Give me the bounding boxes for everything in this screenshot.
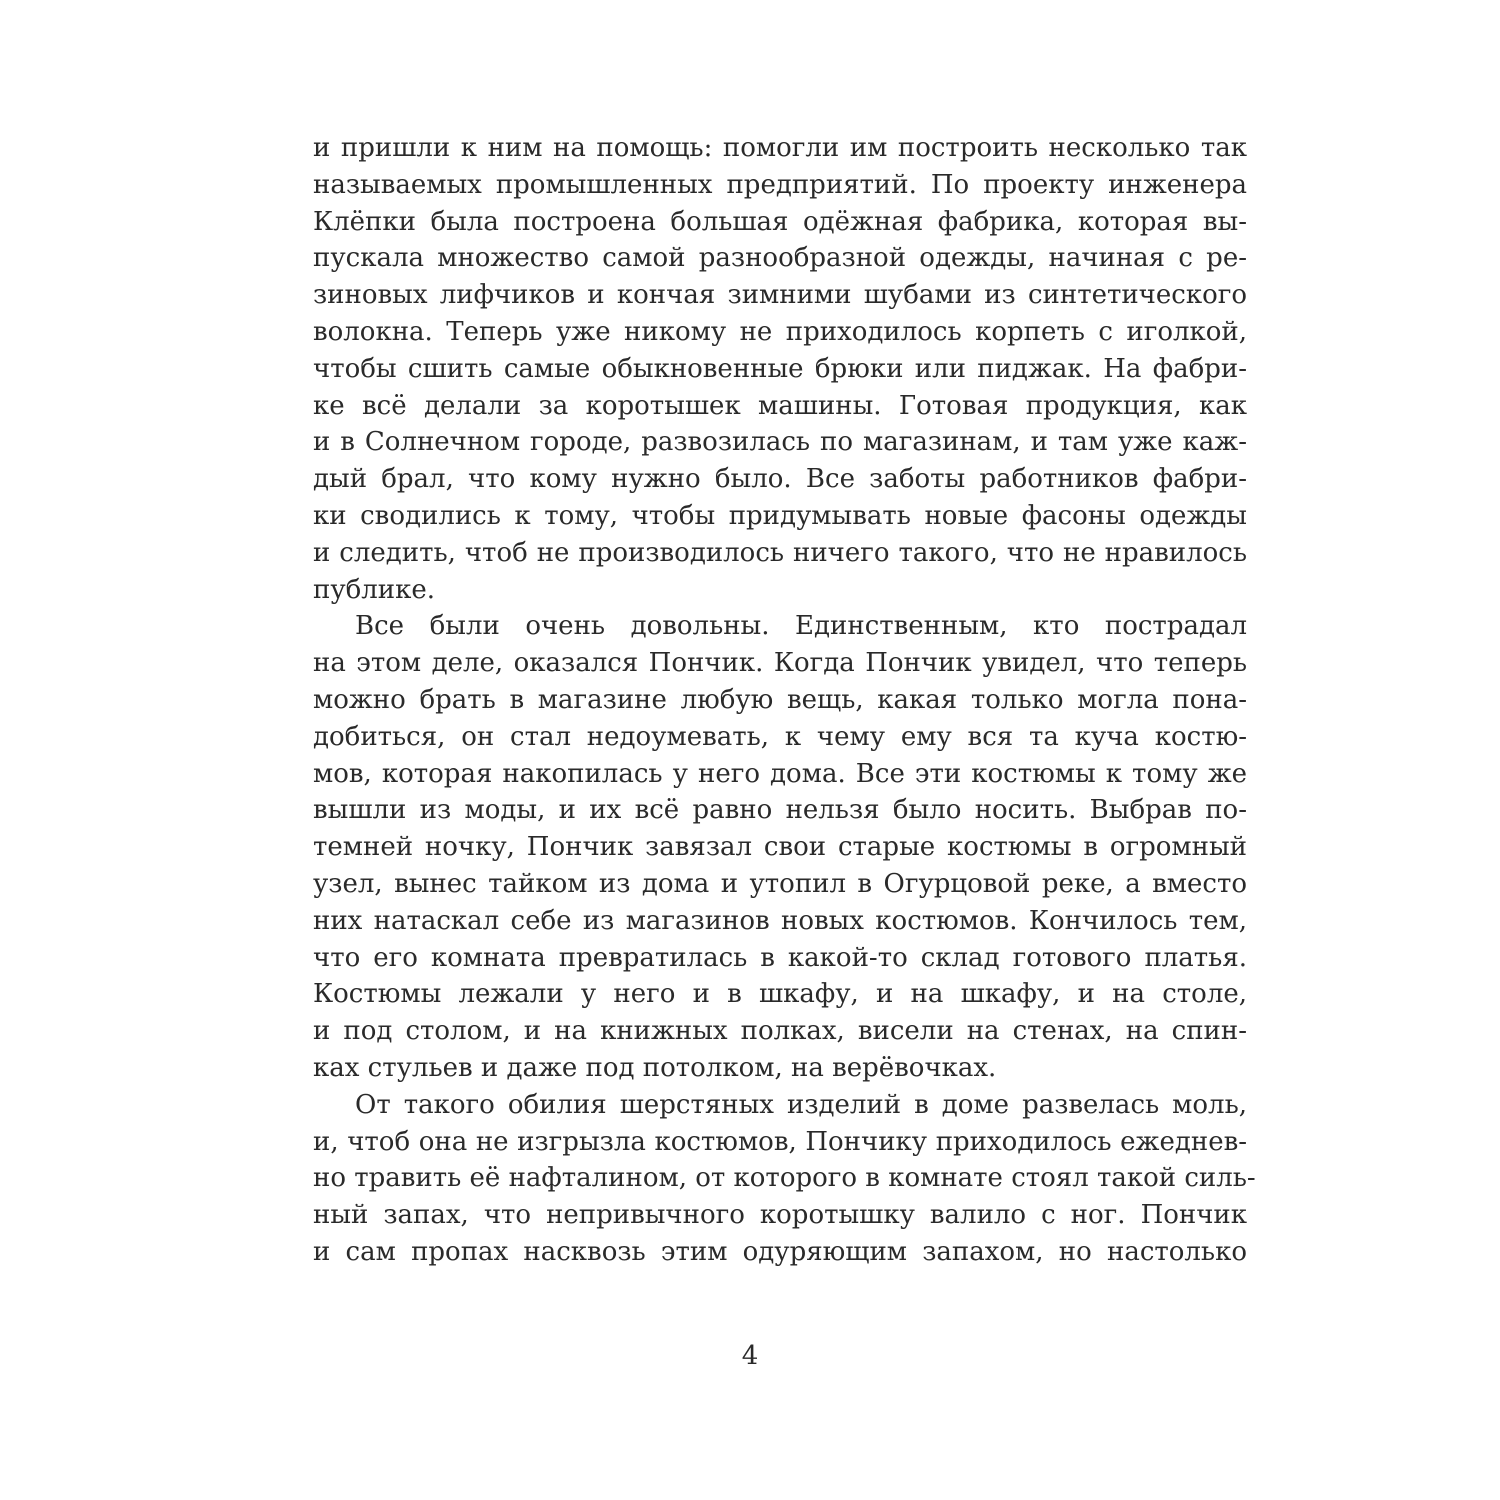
text-line: но травить её нафталином, от которого в комнате стоял такой силь- — [313, 1163, 1256, 1194]
page-text — [313, 130, 1256, 1271]
text-line: называемых промышленных предприятий. По проекту инженера — [313, 169, 1247, 200]
text-line: добиться, он стал недоумевать, к чему ему вся та куча костю- — [313, 721, 1247, 752]
text-line: пускала множество самой разнообразной одежды, начиная с ре- — [313, 243, 1247, 274]
text-line: ках стульев и даже под потолком, на верёвочках. — [313, 1052, 997, 1083]
text-line: и пришли к ним на помощь: помогли им построить несколько так — [313, 133, 1247, 163]
text-line: темней ночку, Пончик завязал свои старые костюмы в огромный — [313, 832, 1247, 863]
text-line: и следить, чтоб не производилось ничего такого, что не нравилось — [313, 537, 1247, 568]
text-line: Все были очень довольны. Единственным, кто пострадал — [355, 611, 1247, 642]
page-number: 4 — [741, 1341, 759, 1371]
text-line: что его комната превратилась в какой-то склад готового платья. — [313, 942, 1247, 973]
paragraph — [313, 130, 1247, 608]
text-line: Клёпки была построена большая одёжная фабрика, которая вы- — [313, 206, 1247, 237]
text-line: и под столом, и на книжных полках, висели на стенах, на спин- — [313, 1016, 1247, 1047]
text-line: дый брал, что кому нужно было. Все заботы работников фабри- — [313, 464, 1247, 495]
text-line: и в Солнечном городе, развозилась по магазинам, и там уже каж- — [313, 427, 1247, 458]
text-line: От такого обилия шерстяных изделий в доме развелась моль, — [355, 1089, 1247, 1120]
text-line: можно брать в магазине любую вещь, какая только могла пона- — [313, 684, 1247, 715]
text-line: Костюмы лежали у него и в шкафу, и на шкафу, и на столе, — [313, 979, 1247, 1010]
text-line: ки сводились к тому, чтобы придумывать новые фасоны одежды — [313, 500, 1247, 531]
text-line: ке всё делали за коротышек машины. Готовая продукция, как — [313, 390, 1247, 421]
text-line: и сам пропах насквозь этим одуряющим запахом, но настолько — [313, 1236, 1247, 1267]
text-line: волокна. Теперь уже никому не приходилось корпеть с иголкой, — [313, 316, 1247, 347]
paragraph — [313, 608, 1247, 1086]
text-line: мов, которая накопилась у него дома. Все эти костюмы к тому же — [313, 758, 1247, 789]
text-line: узел, вынес тайком из дома и утопил в Огурцовой реке, а вместо — [313, 868, 1247, 899]
text-line: и, чтоб она не изгрызла костюмов, Пончику приходилось ежеднев- — [313, 1126, 1247, 1157]
text-line: публике. — [313, 574, 436, 605]
text-line: них натаскал себе из магазинов новых костюмов. Кончилось тем, — [313, 905, 1247, 936]
text-line: чтобы сшить самые обыкновенные брюки или пиджак. На фабри- — [313, 353, 1247, 384]
text-line: вышли из моды, и их всё равно нельзя было носить. Выбрав по- — [313, 795, 1247, 826]
text-line: зиновых лифчиков и кончая зимними шубами из синтетического — [313, 280, 1247, 311]
paragraph — [313, 1087, 1256, 1271]
text-line: ный запах, что непривычного коротышку валило с ног. Пончик — [313, 1200, 1247, 1231]
text-line: на этом деле, оказался Пончик. Когда Пончик увидел, что теперь — [313, 648, 1247, 679]
